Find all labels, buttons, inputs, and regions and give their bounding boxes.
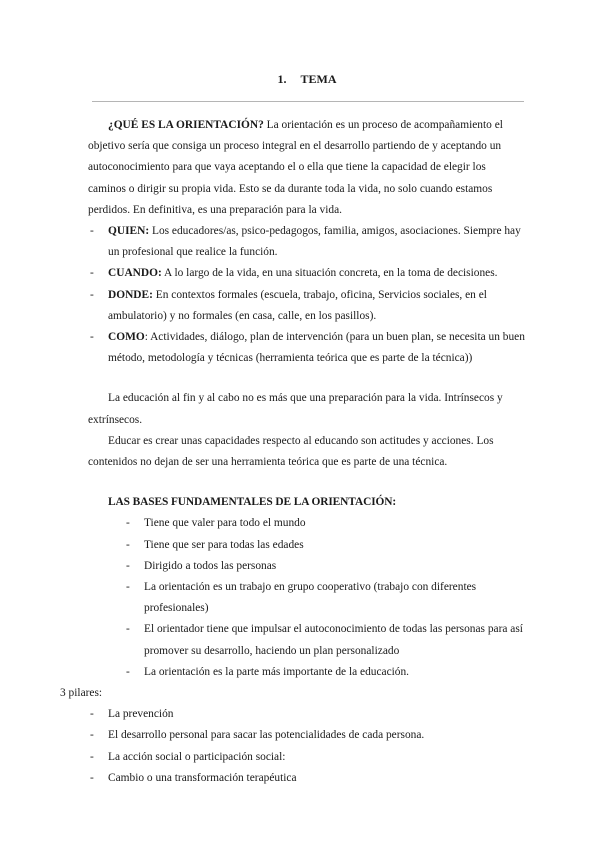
question-text: A lo largo de la vida, en una situación concreta, en la toma de decisiones.: [161, 267, 498, 280]
list-dash: -: [126, 623, 130, 636]
paragraph-educar: Educar es crear unas capacidades respecto al educando son actitudes y acciones. Los contenidos no dejan de ser una herramienta teórica que es parte de una técnica.: [88, 434, 494, 469]
list-dash: -: [90, 225, 94, 238]
list-item: [88, 535, 526, 556]
intro-question: ¿QUÉ ES LA ORIENTACIÓN?: [108, 119, 264, 131]
questions-list: [88, 221, 526, 369]
list-dash: -: [90, 771, 94, 784]
list-item-text: Tiene que ser para todas las edades: [144, 538, 304, 551]
list-dash: -: [126, 517, 130, 530]
list-dash: -: [126, 559, 130, 572]
list-item: [88, 725, 526, 746]
list-item-text: La prevención: [108, 708, 174, 721]
bases-list: [88, 513, 526, 683]
title-text: TEMA: [300, 72, 337, 86]
list-item: [88, 619, 526, 661]
list-item: [88, 513, 526, 534]
list-item: [88, 704, 526, 725]
list-dash: -: [126, 665, 130, 678]
question-text: Los educadores/as, psico-pedagogos, familia, amigos, asociaciones. Siempre hay un profesional que realice la función.: [108, 225, 521, 259]
list-dash: -: [90, 750, 94, 763]
question-text: En contextos formales (escuela, trabajo, oficina, Servicios sociales, en el ambulatorio) y no formales (en casa, calle, en los pasillos).: [108, 288, 487, 322]
list-dash: -: [90, 708, 94, 721]
question-text: : Actividades, diálogo, plan de intervención (para un buen plan, se necesita un buen método, metodología y técnicas (herramienta teórica que es parte de la técnica)): [108, 331, 525, 365]
list-item: [88, 577, 526, 619]
list-item: [88, 662, 526, 683]
question-item-como: [88, 327, 526, 369]
bases-heading: LAS BASES FUNDAMENTALES DE LA ORIENTACIÓN:: [108, 496, 397, 509]
title-number: 1.: [277, 72, 287, 86]
list-item-text: El orientador tiene que impulsar el autoconocimiento de todas las personas para así promover su desarrollo, haciendo un plan personalizado: [144, 623, 523, 657]
list-dash: -: [90, 267, 94, 280]
question-label: COMO: [108, 331, 145, 344]
pilares-list: [88, 704, 526, 789]
list-item-text: El desarrollo personal para sacar las potencialidades de cada persona.: [108, 729, 425, 742]
list-item: [88, 747, 526, 768]
question-item-cuando: [88, 263, 526, 284]
question-label: CUANDO:: [108, 267, 162, 280]
list-dash: -: [126, 581, 130, 594]
question-label: QUIEN:: [108, 225, 150, 238]
document-body: [60, 115, 526, 789]
document-title: [0, 72, 600, 87]
list-dash: -: [90, 288, 94, 301]
spacer: [88, 369, 526, 388]
intro-text: La orientación es un proceso de acompañamiento el objetivo sería que consiga un proceso integral en el desarrollo partiendo de y aceptando un autoconocimiento para que vaya aceptando el o ella que tiene la capacidad de elegir los caminos o dirigir su propia vida. Esto se da durante toda la vida, no solo cuando estamos perdidos. En definitiva, es una preparación para la vida.: [88, 119, 503, 216]
list-dash: -: [90, 331, 94, 344]
title-divider: [92, 101, 524, 102]
list-dash: -: [126, 538, 130, 551]
list-item: [88, 768, 526, 789]
list-item-text: Tiene que valer para todo el mundo: [144, 517, 306, 530]
intro-paragraph: [88, 115, 526, 221]
question-item-donde: [88, 285, 526, 327]
question-label: DONDE:: [108, 288, 153, 301]
paragraph-education: La educación al fin y al cabo no es más que una preparación para la vida. Intrínsecos y extrínsecos.: [88, 392, 503, 426]
list-dash: -: [90, 729, 94, 742]
pilares-heading: 3 pilares:: [60, 687, 103, 700]
list-item-text: Cambio o una transformación terapéutica: [108, 771, 297, 784]
list-item-text: Dirigido a todos las personas: [144, 559, 277, 572]
list-item: [88, 556, 526, 577]
list-item-text: La orientación es la parte más importante de la educación.: [144, 665, 410, 678]
list-item-text: La orientación es un trabajo en grupo cooperativo (trabajo con diferentes profesionales): [144, 581, 477, 615]
list-item-text: La acción social o participación social:: [108, 750, 286, 763]
question-item-quien: [88, 221, 526, 263]
